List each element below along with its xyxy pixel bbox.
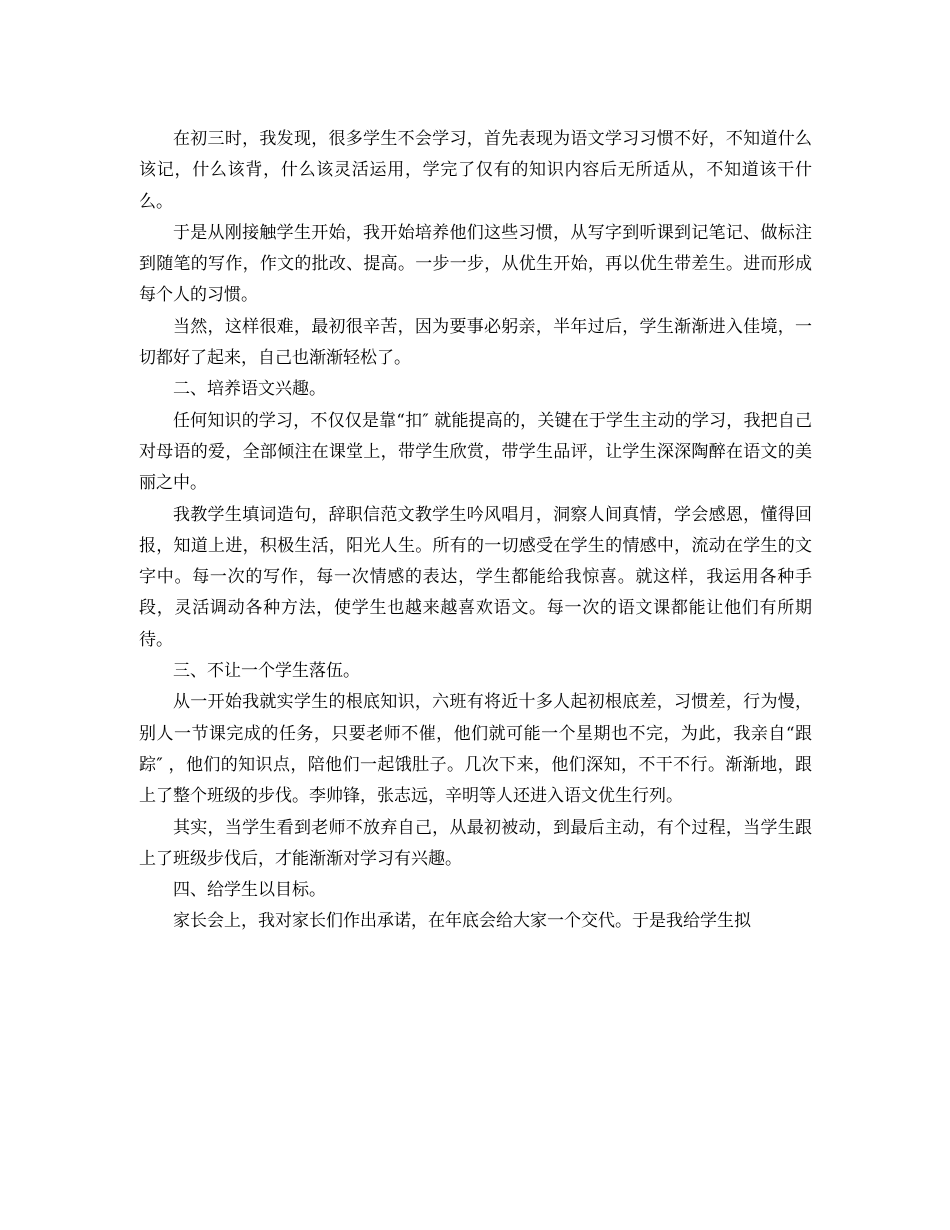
section-heading-interest: 二、培养语文兴趣。 — [173, 379, 326, 400]
paragraph-weak-students: 从一开始我就实学生的根底知识，六班有将近十多人起初根底差，习惯差，行为慢，别人一节课完成的任务，只要老师不催，他们就可能一个星期也不完，为此，我亲自“跟踪″ ，他们的知识点，陪他们一起饿肚子。几次下来，他们深知，不干不行。渐渐地，跟上了整个班级的步伐。李帅锋，张志远，辛明等人还进入语文优生行列。 — [139, 692, 812, 807]
paragraph-habits-training: 于是从刚接触学生开始，我开始培养他们这些习惯，从写字到听课到记笔记、做标注到随笔的写作，作文的批改、提高。一步一步，从优生开始，再以优生带差生。进而形成每个人的习惯。 — [139, 222, 812, 306]
section-heading-no-student-behind: 三、不让一个学生落伍。 — [173, 661, 360, 682]
paragraph-habits-problem: 在初三时，我发现，很多学生不会学习，首先表现为语文学习习惯不好，不知道什么该记，什么该背，什么该灵活运用，学完了仅有的知识内容后无所适从，不知道该干什么。 — [139, 129, 812, 212]
paragraph-hard-work: 当然，这样很难，最初很辛苦，因为要事必躬亲，半年过后，学生渐渐进入佳境，一切都好了起来，自己也渐渐轻松了。 — [139, 316, 812, 369]
paragraph-teaching-methods: 我教学生填词造句，辞职信范文教学生吟风唱月，洞察人间真情，学会感恩，懂得回报，知道上进，积极生活，阳光人生。所有的一切感受在学生的情感中，流动在学生的文字中。每一次的写作，每一次情感的表达，学生都能给我惊喜。就这样，我运用各种手段，灵活调动各种方法，使学生也越来越喜欢语文。每一次的语文课都能让他们有所期待。 — [139, 504, 812, 650]
paragraph-active-learning: 任何知识的学习，不仅仅是靠“扣″ 就能提高的，关键在于学生主动的学习，我把自己对母语的爱，全部倾注在课堂上，带学生欣赏，带学生品评，让学生深深陶醉在语文的美丽之中。 — [139, 410, 812, 494]
section-heading-goals: 四、给学生以目标。 — [173, 880, 326, 901]
paragraph-parent-meeting: 家长会上，我对家长们作出承诺，在年底会给大家一个交代。于是我给学生拟 — [173, 911, 751, 932]
document-body — [139, 124, 812, 938]
paragraph-student-progress: 其实，当学生看到老师不放弃自己，从最初被动，到最后主动，有个过程，当学生跟上了班级步伐后，才能渐渐对学习有兴趣。 — [139, 817, 812, 869]
